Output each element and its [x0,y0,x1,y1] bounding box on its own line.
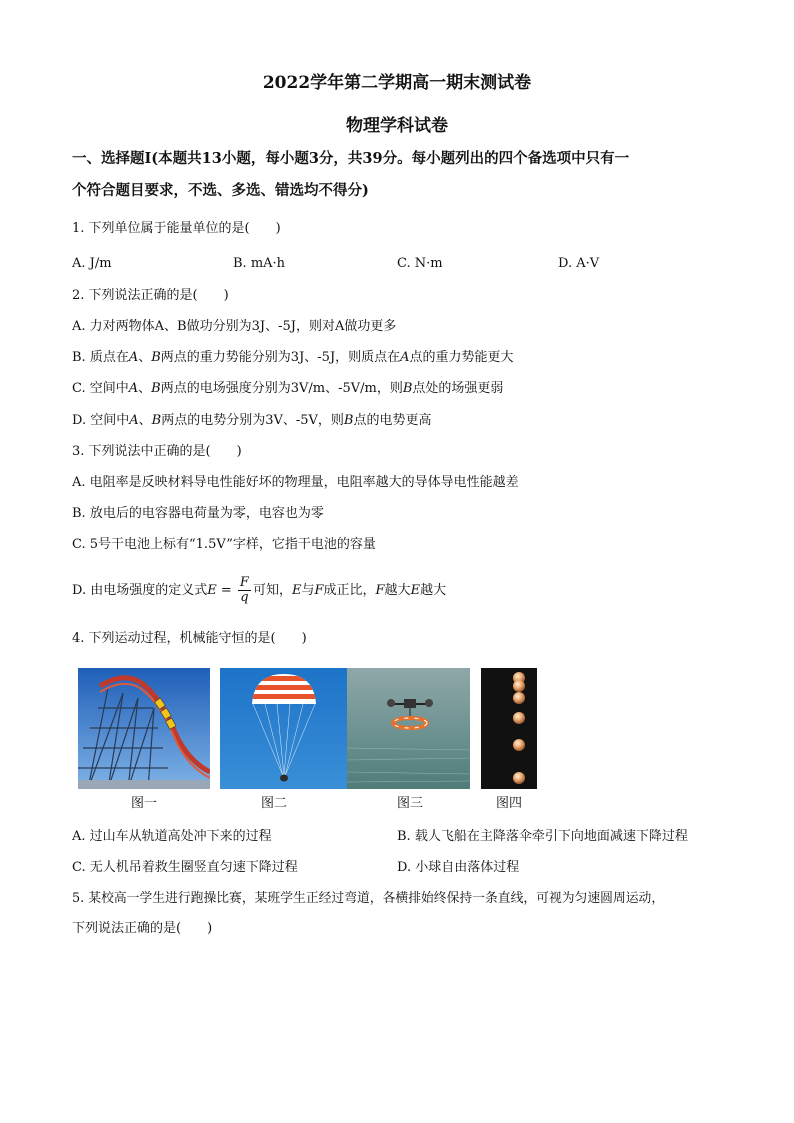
q2-option-b: B. 质点在A、B两点的重力势能分别为3J、-5J，则质点在A点的重力势能更大 [72,350,514,365]
q1-option-d: D. A·V [558,256,600,271]
q5-stem-line2: 下列说法正确的是( ) [72,921,213,936]
q1-stem: 1. 下列单位属于能量单位的是( ) [72,221,281,236]
q2-stem: 2. 下列说法正确的是( ) [72,288,229,303]
section-intro-line2: 个符合题目要求，不选、多选、错选均不得分) [72,182,369,199]
q3-option-b: B. 放电后的电容器电荷量为零，电容也为零 [72,506,324,521]
figure-4-falling-ball-image [481,668,537,789]
figure-1-caption: 图一 [130,796,157,811]
figure-3-drone-image [347,668,470,789]
field-definition-fraction: $\frac{F}{q}$ [239,575,249,605]
q3-stem: 3. 下列说法中正确的是( ) [72,444,242,459]
q2-option-a: A. 力对两物体A、B做功分别为3J、-5J，则对A做功更多 [72,319,397,334]
q3-option-a: A. 电阻率是反映材料导电性能好坏的物理量，电阻率越大的导体导电性能越差 [72,475,519,490]
q4-option-c: C. 无人机吊着救生圈竖直匀速下降过程 [72,860,298,875]
q5-stem-line1: 5. 某校高一学生进行跑操比赛，某班学生正经过弯道，各横排始终保持一条直线，可视为匀速圆周运动， [72,891,665,906]
q4-stem: 4. 下列运动过程，机械能守恒的是( ) [72,631,307,646]
q1-option-c: C. N·m [397,256,443,271]
figure-1-roller-coaster-image [78,668,210,789]
q4-option-d: D. 小球自由落体过程 [397,860,520,875]
figure-4-caption: 图四 [495,796,522,811]
section-intro-line1: 一、选择题Ⅰ(本题共13小题，每小题3分，共39分。每小题列出的四个备选项中只有一 [72,150,630,167]
figure-3-caption: 图三 [396,796,423,811]
figure-2-caption: 图二 [260,796,287,811]
exam-subtitle: 物理学科试卷 [346,116,448,136]
q1-option-a: A. J/m [72,256,112,271]
exam-title: 2022学年第二学期高一期末测试卷 [262,73,532,93]
q2-option-d: D. 空间中A、B两点的电势分别为3V、-5V，则B点的电势更高 [72,413,432,428]
q1-option-b: B. mA·h [233,256,286,271]
q4-option-a: A. 过山车从轨道高处冲下来的过程 [72,829,272,844]
q2-option-c: C. 空间中A、B两点的电场强度分别为3V/m、-5V/m，则B点处的场强更弱 [72,381,504,396]
q3-option-d: D. 由电场强度的定义式E = $\frac{F}{q}$ 可知，E与F成正比，F越大E越大 [72,575,447,605]
q3-option-c: C. 5号干电池上标有“1.5V”字样，它指干电池的容量 [72,537,376,552]
q4-option-b: B. 载人飞船在主降落伞牵引下向地面减速下降过程 [397,829,688,844]
figure-2-parachute-image [220,668,347,789]
